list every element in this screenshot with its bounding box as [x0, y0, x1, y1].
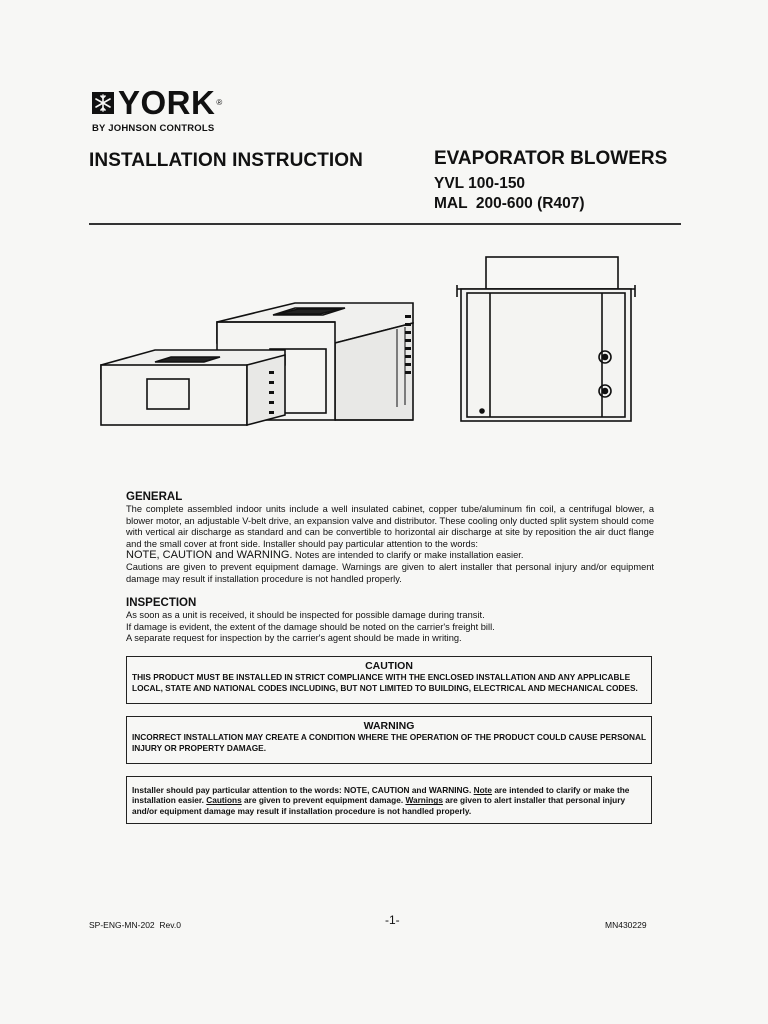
inspection-line: If damage is evident, the extent of the damage should be noted on the carrier's freight bill. — [126, 621, 495, 632]
general-paragraph: The complete assembled indoor units include a well insulated cabinet, copper tube/aluminum fin coil, a centrifugal blower, a blower motor, an adjustable V-belt drive, an expansion valve and distributor. These cooling only ducted split system should come with vertical air discharge as standard and can be convertible to horizontal air discharge at site by reposition the air duct flange and the small cover at front side. Installer should pay particular attention to the words: — [126, 504, 654, 549]
warning-heading: WARNING — [363, 720, 415, 732]
brand-tagline: BY JOHNSON CONTROLS — [92, 123, 215, 134]
note-words: NOTE, CAUTION and WARNING. — [126, 549, 293, 562]
inspection-line: As soon as a unit is received, it should be inspected for possible damage during transit. — [126, 610, 485, 620]
note-box — [126, 776, 652, 824]
page-number: -1- — [385, 913, 400, 927]
document-title: INSTALLATION INSTRUCTION — [89, 150, 364, 171]
brand-logo — [92, 86, 222, 134]
caution-box — [126, 656, 652, 704]
front-view-drawing — [457, 257, 635, 421]
caution-heading: CAUTION — [365, 660, 413, 672]
snowflake-icon — [92, 92, 114, 114]
note-box-text-1: Installer should pay particular attention to the words: NOTE, CAUTION and WARNING. — [132, 785, 474, 795]
general-heading: GENERAL — [126, 491, 183, 503]
unit-illustration — [95, 245, 655, 445]
warning-text: INCORRECT INSTALLATION MAY CREATE A CONDITION WHERE THE OPERATION OF THE PRODUCT COULD CAUSE PERSONAL INJURY OR PROPERTY DAMAGE. — [132, 732, 646, 753]
general-section — [126, 491, 654, 585]
brand-name: YORK — [118, 84, 216, 121]
general-closing: Cautions are given to prevent equipment damage. Warnings are given to alert installer that personal injury and/or equipment damage may result if installation procedure is not handled properly. — [126, 561, 654, 584]
model-line-1: YVL 100-150 — [434, 175, 526, 192]
general-note-line — [126, 550, 654, 562]
inspection-heading: INSPECTION — [126, 597, 197, 609]
inspection-section — [126, 597, 654, 645]
note-words-rest: Notes are intended to clarify or make installation easier. — [292, 550, 524, 561]
warning-box — [126, 716, 652, 764]
note-word: Note — [473, 785, 493, 795]
note-box-text-3: are given to prevent equipment damage. — [241, 795, 406, 806]
warning-word: Warnings — [405, 795, 443, 806]
caution-word: Cautions — [206, 795, 242, 806]
inspection-line: A separate request for inspection by the carrier's agent should be made in writing. — [126, 633, 462, 644]
caution-text: THIS PRODUCT MUST BE INSTALLED IN STRICT COMPLIANCE WITH THE ENCLOSED INSTALLATION AND ANY APPLICABLE LOCAL, STATE AND NATIONAL CODES INCLUDING, BUT NOT LIMITED TO BUILDING, ELECTRICAL AND MECHANICAL CODES. — [132, 672, 638, 693]
product-title: EVAPORATOR BLOWERS — [434, 148, 668, 169]
document-code: SP-ENG-MN-202 Rev.0 — [89, 920, 181, 930]
model-line-2: MAL 200-600 (R407) — [434, 195, 585, 212]
note-box-text-4: are given to alert installer that personal injury and/or equipment damage may result if installation procedure is not handled properly. — [132, 795, 626, 816]
note-box-text-2: are intended to clarify or make the installation easier. — [132, 785, 630, 806]
header-divider — [89, 223, 681, 225]
small-unit-drawing — [101, 350, 285, 425]
registered-mark: ® — [216, 98, 223, 107]
manual-number: MN430229 — [605, 920, 647, 930]
